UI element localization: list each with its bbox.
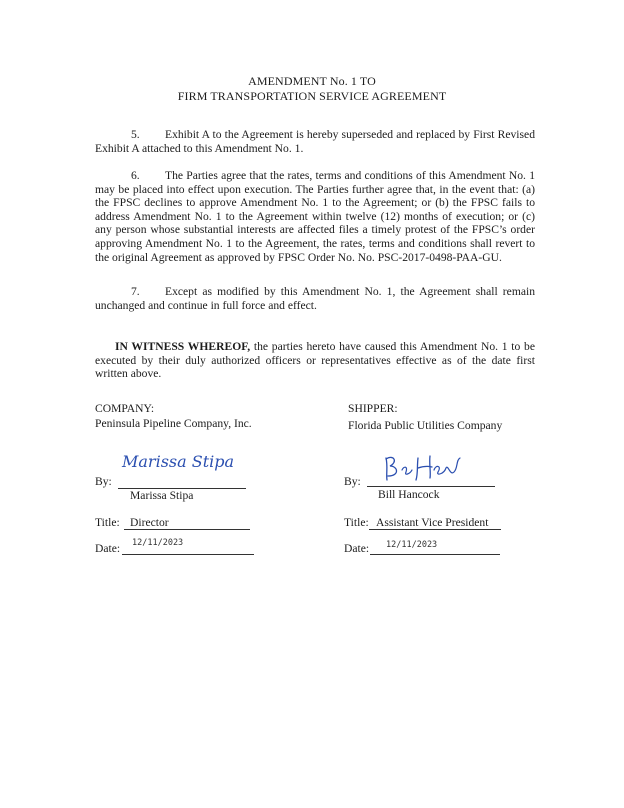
- shipper-title-line: [369, 529, 501, 530]
- paragraph-number: 6.: [131, 169, 140, 182]
- company-by-label: By:: [95, 475, 112, 488]
- document-title-line-2: FIRM TRANSPORTATION SERVICE AGREEMENT: [177, 89, 447, 103]
- shipper-by-label: By:: [344, 475, 361, 488]
- shipper-party: [348, 401, 598, 433]
- paragraph-6: [95, 169, 535, 264]
- shipper-date-line: [370, 554, 500, 555]
- witness-lead: IN WITNESS WHEREOF,: [115, 340, 251, 353]
- company-signer-name: Marissa Stipa: [130, 489, 194, 502]
- company-party: [95, 401, 345, 431]
- company-date-value: 12/11/2023: [132, 538, 184, 548]
- shipper-title-value: Assistant Vice President: [376, 516, 489, 529]
- shipper-entity: Florida Public Utilities Company: [348, 419, 503, 432]
- shipper-signer-name: Bill Hancock: [378, 488, 440, 501]
- paragraph-7: [95, 285, 535, 312]
- paragraph-5: [95, 128, 535, 155]
- shipper-title-label: Title:: [344, 516, 369, 529]
- company-date-label: Date:: [95, 542, 121, 555]
- witness-text: the parties hereto have caused this Amendment No. 1 to be executed by their duly authorized officers or representatives effective as of the date first written above.: [95, 340, 535, 381]
- company-title-value: Director: [130, 516, 169, 529]
- witness-paragraph: [95, 340, 535, 381]
- document-title-line-1: AMENDMENT No. 1 TO: [248, 74, 376, 88]
- company-title-label: Title:: [95, 516, 120, 529]
- paragraph-text: Except as modified by this Amendment No. 1, the Agreement shall remain unchanged and continue in full force and effect.: [95, 285, 535, 312]
- company-title-line: [124, 529, 250, 530]
- company-signature-text: Marissa Stipa: [122, 452, 235, 471]
- shipper-signature: [380, 452, 470, 486]
- company-entity: Peninsula Pipeline Company, Inc.: [95, 417, 252, 430]
- shipper-date-value: 12/11/2023: [386, 540, 438, 550]
- shipper-date-label: Date:: [344, 542, 370, 555]
- company-heading: COMPANY:: [95, 402, 155, 415]
- shipper-heading: SHIPPER:: [348, 402, 398, 415]
- shipper-signature-line: [367, 486, 495, 487]
- paragraph-text: The Parties agree that the rates, terms and conditions of this Amendment No. 1 may be placed into effect upon execution. The Parties further agree that, in the event that: (a) the FPSC declines to approve Amendment No. 1 to the Agreement; or (b) the FPSC fails to address Amendment No. 1 to the Agreement within twelve (12) months of execution; or (c) any person whose substantial interests are affected files a timely protest of the FPSC’s order approving Amendment No. 1 to the Agreement, the rates, terms and conditions shall revert to the original Agreement as approved by FPSC Order No. No. PSC-2017-0498-PAA-GU.: [95, 169, 535, 264]
- company-signature: [120, 448, 250, 476]
- paragraph-number: 5.: [131, 128, 140, 141]
- paragraph-number: 7.: [131, 285, 140, 298]
- paragraph-text: Exhibit A to the Agreement is hereby superseded and replaced by First Revised Exhibit A attached to this Amendment No. 1.: [95, 128, 535, 155]
- company-date-line: [122, 554, 254, 555]
